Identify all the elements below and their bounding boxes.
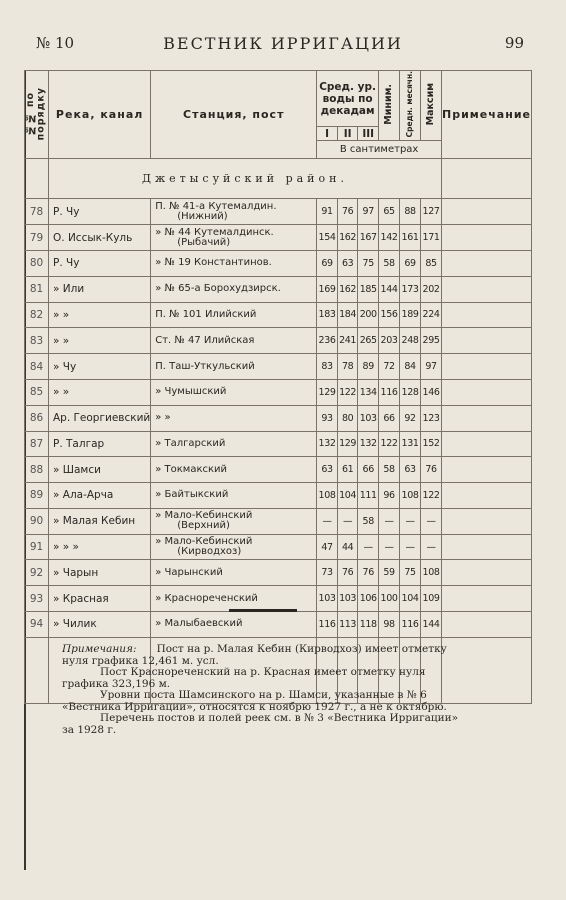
dekada-1: I bbox=[317, 127, 338, 141]
level-value: 92 bbox=[400, 405, 421, 431]
level-value: 154 bbox=[317, 225, 338, 251]
level-value: 127 bbox=[421, 199, 442, 225]
level-value: 93 bbox=[317, 405, 338, 431]
station-main: П. № 101 Илийский bbox=[155, 308, 257, 320]
level-value: 104 bbox=[337, 483, 358, 509]
col-header-avg: Средн. месячн. bbox=[400, 71, 421, 141]
level-value: 76 bbox=[421, 457, 442, 483]
row-number: 89 bbox=[25, 483, 49, 509]
level-value: 162 bbox=[337, 225, 358, 251]
level-value: 146 bbox=[421, 379, 442, 405]
level-value: 58 bbox=[358, 508, 379, 534]
level-value: 91 bbox=[317, 199, 338, 225]
station-name bbox=[151, 457, 317, 483]
river-name: О. Иссык-Куль bbox=[49, 225, 151, 251]
river-name: » Чарын bbox=[49, 560, 151, 586]
level-value: 131 bbox=[400, 431, 421, 457]
level-value: 295 bbox=[421, 328, 442, 354]
note-cell bbox=[442, 586, 532, 612]
note-cell bbox=[442, 405, 532, 431]
level-value: 248 bbox=[400, 328, 421, 354]
level-value: 118 bbox=[358, 612, 379, 638]
river-name: Р. Чу bbox=[49, 250, 151, 276]
note-cell bbox=[442, 508, 532, 534]
note-2: Пост Краснореченский на р. Красная имеет отметку нуля графика 323,196 м. bbox=[62, 666, 426, 690]
table-row bbox=[25, 302, 532, 328]
note-cell bbox=[442, 328, 532, 354]
row-number: 84 bbox=[25, 354, 49, 380]
level-value: 59 bbox=[379, 560, 400, 586]
level-value: 224 bbox=[421, 302, 442, 328]
row-number: 93 bbox=[25, 586, 49, 612]
level-value: — bbox=[379, 508, 400, 534]
river-name: Р. Талгар bbox=[49, 431, 151, 457]
level-value: 106 bbox=[358, 586, 379, 612]
level-value: 113 bbox=[337, 612, 358, 638]
level-value: 162 bbox=[337, 276, 358, 302]
level-value: 189 bbox=[400, 302, 421, 328]
journal-title: ВЕСТНИК ИРРИГАЦИИ bbox=[163, 34, 403, 53]
level-value: 132 bbox=[358, 431, 379, 457]
level-value: 128 bbox=[400, 379, 421, 405]
table-row bbox=[25, 250, 532, 276]
row-number: 79 bbox=[25, 225, 49, 251]
station-name bbox=[151, 302, 317, 328]
row-number: 83 bbox=[25, 328, 49, 354]
row-number: 91 bbox=[25, 534, 49, 560]
level-value: 69 bbox=[317, 250, 338, 276]
table-row bbox=[25, 431, 532, 457]
level-value: 108 bbox=[400, 483, 421, 509]
level-value: — bbox=[379, 534, 400, 560]
level-value: 161 bbox=[400, 225, 421, 251]
note-cell bbox=[442, 302, 532, 328]
station-sub: (Нижний) bbox=[177, 210, 228, 222]
station-name bbox=[151, 250, 317, 276]
level-value: 167 bbox=[358, 225, 379, 251]
river-name: » Ала-Арча bbox=[49, 483, 151, 509]
station-sub: (Верхний) bbox=[177, 520, 230, 532]
level-value: 65 bbox=[379, 199, 400, 225]
station-name bbox=[151, 328, 317, 354]
level-value: 132 bbox=[317, 431, 338, 457]
row-number: 80 bbox=[25, 250, 49, 276]
station-main: П. № 41-а Кутемалдин. bbox=[155, 200, 277, 212]
row-number: 94 bbox=[25, 612, 49, 638]
level-value: — bbox=[421, 508, 442, 534]
level-value: 111 bbox=[358, 483, 379, 509]
level-value: 61 bbox=[337, 457, 358, 483]
row-number: 85 bbox=[25, 379, 49, 405]
note-cell bbox=[442, 276, 532, 302]
notes-label: Примечания: bbox=[62, 643, 137, 655]
station-name bbox=[151, 431, 317, 457]
table-row bbox=[25, 199, 532, 225]
station-sub: (Кирводхоз) bbox=[177, 546, 242, 558]
level-value: 75 bbox=[358, 250, 379, 276]
note-cell bbox=[442, 483, 532, 509]
level-value: — bbox=[337, 508, 358, 534]
row-number: 86 bbox=[25, 405, 49, 431]
note-1: Пост на р. Малая Кебин (Кирводхоз) имеет отметку нуля графика 12,461 м. усл. bbox=[62, 643, 447, 667]
station-main: » Талгарский bbox=[155, 437, 226, 449]
level-value: 202 bbox=[421, 276, 442, 302]
level-value: 122 bbox=[379, 431, 400, 457]
section-separator bbox=[229, 609, 297, 612]
station-name bbox=[151, 405, 317, 431]
level-value: 96 bbox=[379, 483, 400, 509]
level-value: 142 bbox=[379, 225, 400, 251]
level-value: 144 bbox=[421, 612, 442, 638]
note-cell bbox=[442, 354, 532, 380]
station-name bbox=[151, 354, 317, 380]
col-header-max: Максим bbox=[421, 71, 442, 141]
level-value: 58 bbox=[379, 250, 400, 276]
row-number: 87 bbox=[25, 431, 49, 457]
station-main: » » bbox=[155, 412, 171, 424]
level-value: — bbox=[400, 534, 421, 560]
river-name: Ар. Георгиевский bbox=[49, 405, 151, 431]
level-value: 108 bbox=[317, 483, 338, 509]
level-value: 241 bbox=[337, 328, 358, 354]
station-main: » Краснореченский bbox=[155, 592, 258, 604]
level-value: 104 bbox=[400, 586, 421, 612]
level-value: 72 bbox=[379, 354, 400, 380]
station-name bbox=[151, 508, 317, 534]
river-name: » » » bbox=[49, 534, 151, 560]
table-row bbox=[25, 586, 532, 612]
river-name: Р. Чу bbox=[49, 199, 151, 225]
level-value: 98 bbox=[379, 612, 400, 638]
level-value: 66 bbox=[358, 457, 379, 483]
river-name: » » bbox=[49, 302, 151, 328]
level-value: 58 bbox=[379, 457, 400, 483]
table-row bbox=[25, 483, 532, 509]
note-cell bbox=[442, 457, 532, 483]
level-value: 200 bbox=[358, 302, 379, 328]
level-value: 103 bbox=[358, 405, 379, 431]
level-value: 84 bbox=[400, 354, 421, 380]
level-value: 129 bbox=[337, 431, 358, 457]
river-name: » Или bbox=[49, 276, 151, 302]
col-header-station: Станция, пост bbox=[151, 71, 317, 159]
col-header-min: Миним. bbox=[379, 71, 400, 141]
note-cell bbox=[442, 612, 532, 638]
river-name: » » bbox=[49, 379, 151, 405]
level-value: 129 bbox=[317, 379, 338, 405]
level-value: 184 bbox=[337, 302, 358, 328]
note-cell bbox=[442, 560, 532, 586]
table-row bbox=[25, 612, 532, 638]
note-cell bbox=[442, 199, 532, 225]
level-value: 69 bbox=[400, 250, 421, 276]
table-row bbox=[25, 379, 532, 405]
table-row bbox=[25, 405, 532, 431]
level-value: 122 bbox=[337, 379, 358, 405]
station-name bbox=[151, 586, 317, 612]
units-label: В сантиметрах bbox=[317, 141, 442, 159]
level-value: 97 bbox=[421, 354, 442, 380]
level-value: 156 bbox=[379, 302, 400, 328]
level-value: 80 bbox=[337, 405, 358, 431]
level-value: 83 bbox=[317, 354, 338, 380]
river-name: » Красная bbox=[49, 586, 151, 612]
river-name: » Малая Кебин bbox=[49, 508, 151, 534]
level-value: 88 bbox=[400, 199, 421, 225]
level-value: 44 bbox=[337, 534, 358, 560]
issue-number: № 10 bbox=[36, 34, 75, 52]
level-value: 116 bbox=[317, 612, 338, 638]
river-name: » » bbox=[49, 328, 151, 354]
table-row bbox=[25, 225, 532, 251]
level-value: 76 bbox=[337, 560, 358, 586]
station-name bbox=[151, 276, 317, 302]
level-value: 63 bbox=[337, 250, 358, 276]
table-row bbox=[25, 560, 532, 586]
col-header-river: Река, канал bbox=[49, 71, 151, 159]
station-name bbox=[151, 560, 317, 586]
station-main: Ст. № 47 Илийская bbox=[155, 334, 255, 346]
level-value: 173 bbox=[400, 276, 421, 302]
level-value: 89 bbox=[358, 354, 379, 380]
col-header-note: Примечание bbox=[442, 71, 532, 159]
dekada-3: III bbox=[358, 127, 379, 141]
level-value: 122 bbox=[421, 483, 442, 509]
level-value: 183 bbox=[317, 302, 338, 328]
table-row bbox=[25, 534, 532, 560]
station-name bbox=[151, 199, 317, 225]
level-value: 78 bbox=[337, 354, 358, 380]
station-main: » № 44 Кутемалдинск. bbox=[155, 226, 274, 238]
region-title: Джетысуйский район. bbox=[49, 159, 442, 199]
notes-block bbox=[62, 644, 472, 736]
level-value: 103 bbox=[317, 586, 338, 612]
level-value: 123 bbox=[421, 405, 442, 431]
level-value: 85 bbox=[421, 250, 442, 276]
note-4: Перечень постов и полей реек см. в № 3 «Вестника Ирригации» за 1928 г. bbox=[62, 712, 459, 736]
level-value: 116 bbox=[400, 612, 421, 638]
level-value: 134 bbox=[358, 379, 379, 405]
row-number: 82 bbox=[25, 302, 49, 328]
level-value: 265 bbox=[358, 328, 379, 354]
level-value: 185 bbox=[358, 276, 379, 302]
station-main: » Чумышский bbox=[155, 386, 227, 398]
level-value: 203 bbox=[379, 328, 400, 354]
row-number: 90 bbox=[25, 508, 49, 534]
level-value: — bbox=[317, 508, 338, 534]
level-value: 63 bbox=[317, 457, 338, 483]
note-3: Уровни поста Шамсинского на р. Шамси, указанные в № 6 «Вестника Ирригации», относятся к ноябрю 1927 г., а не к октябрю. bbox=[62, 689, 447, 713]
col-header-no: №№ по порядку bbox=[25, 71, 49, 159]
station-main: » Малыбаевский bbox=[155, 618, 243, 630]
note-cell bbox=[442, 431, 532, 457]
level-value: — bbox=[421, 534, 442, 560]
level-value: 75 bbox=[400, 560, 421, 586]
table-row bbox=[25, 508, 532, 534]
station-main: П. Таш-Уткульский bbox=[155, 360, 255, 372]
level-value: 73 bbox=[317, 560, 338, 586]
level-value: 66 bbox=[379, 405, 400, 431]
table-row bbox=[25, 457, 532, 483]
level-value: 100 bbox=[379, 586, 400, 612]
level-value: 109 bbox=[421, 586, 442, 612]
table-row bbox=[25, 354, 532, 380]
note-cell bbox=[442, 534, 532, 560]
station-name bbox=[151, 225, 317, 251]
row-number: 78 bbox=[25, 199, 49, 225]
level-value: 236 bbox=[317, 328, 338, 354]
river-name: » Чилик bbox=[49, 612, 151, 638]
station-name bbox=[151, 612, 317, 638]
level-value: 171 bbox=[421, 225, 442, 251]
station-main: » Чарынский bbox=[155, 566, 223, 578]
table-row bbox=[25, 328, 532, 354]
level-value: — bbox=[400, 508, 421, 534]
table-row bbox=[25, 276, 532, 302]
note-cell bbox=[442, 225, 532, 251]
level-value: 76 bbox=[337, 199, 358, 225]
level-value: 108 bbox=[421, 560, 442, 586]
station-main: » Токмакский bbox=[155, 463, 228, 475]
level-value: 169 bbox=[317, 276, 338, 302]
station-main: » № 65-а Борохудзирск. bbox=[155, 283, 281, 295]
level-value: 152 bbox=[421, 431, 442, 457]
station-name bbox=[151, 534, 317, 560]
station-main: » Байтыкский bbox=[155, 489, 229, 501]
level-value: 63 bbox=[400, 457, 421, 483]
running-head bbox=[0, 34, 566, 56]
level-value: 47 bbox=[317, 534, 338, 560]
river-name: » Чу bbox=[49, 354, 151, 380]
station-main: » № 19 Константинов. bbox=[155, 257, 272, 269]
level-value: 76 bbox=[358, 560, 379, 586]
row-number: 81 bbox=[25, 276, 49, 302]
row-number: 92 bbox=[25, 560, 49, 586]
row-number: 88 bbox=[25, 457, 49, 483]
level-value: — bbox=[358, 534, 379, 560]
level-value: 97 bbox=[358, 199, 379, 225]
note-cell bbox=[442, 379, 532, 405]
note-cell bbox=[442, 250, 532, 276]
station-name bbox=[151, 379, 317, 405]
page-number: 99 bbox=[504, 34, 524, 52]
dekada-2: II bbox=[337, 127, 358, 141]
level-value: 103 bbox=[337, 586, 358, 612]
level-value: 116 bbox=[379, 379, 400, 405]
station-main: » Мало-Кебинский bbox=[155, 536, 253, 548]
river-name: » Шамси bbox=[49, 457, 151, 483]
station-name bbox=[151, 483, 317, 509]
level-value: 144 bbox=[379, 276, 400, 302]
station-main: » Мало-Кебинский bbox=[155, 510, 253, 522]
station-sub: (Рыбачий) bbox=[177, 236, 231, 248]
col-header-mean: Сред. ур. воды по декадам bbox=[317, 71, 379, 127]
